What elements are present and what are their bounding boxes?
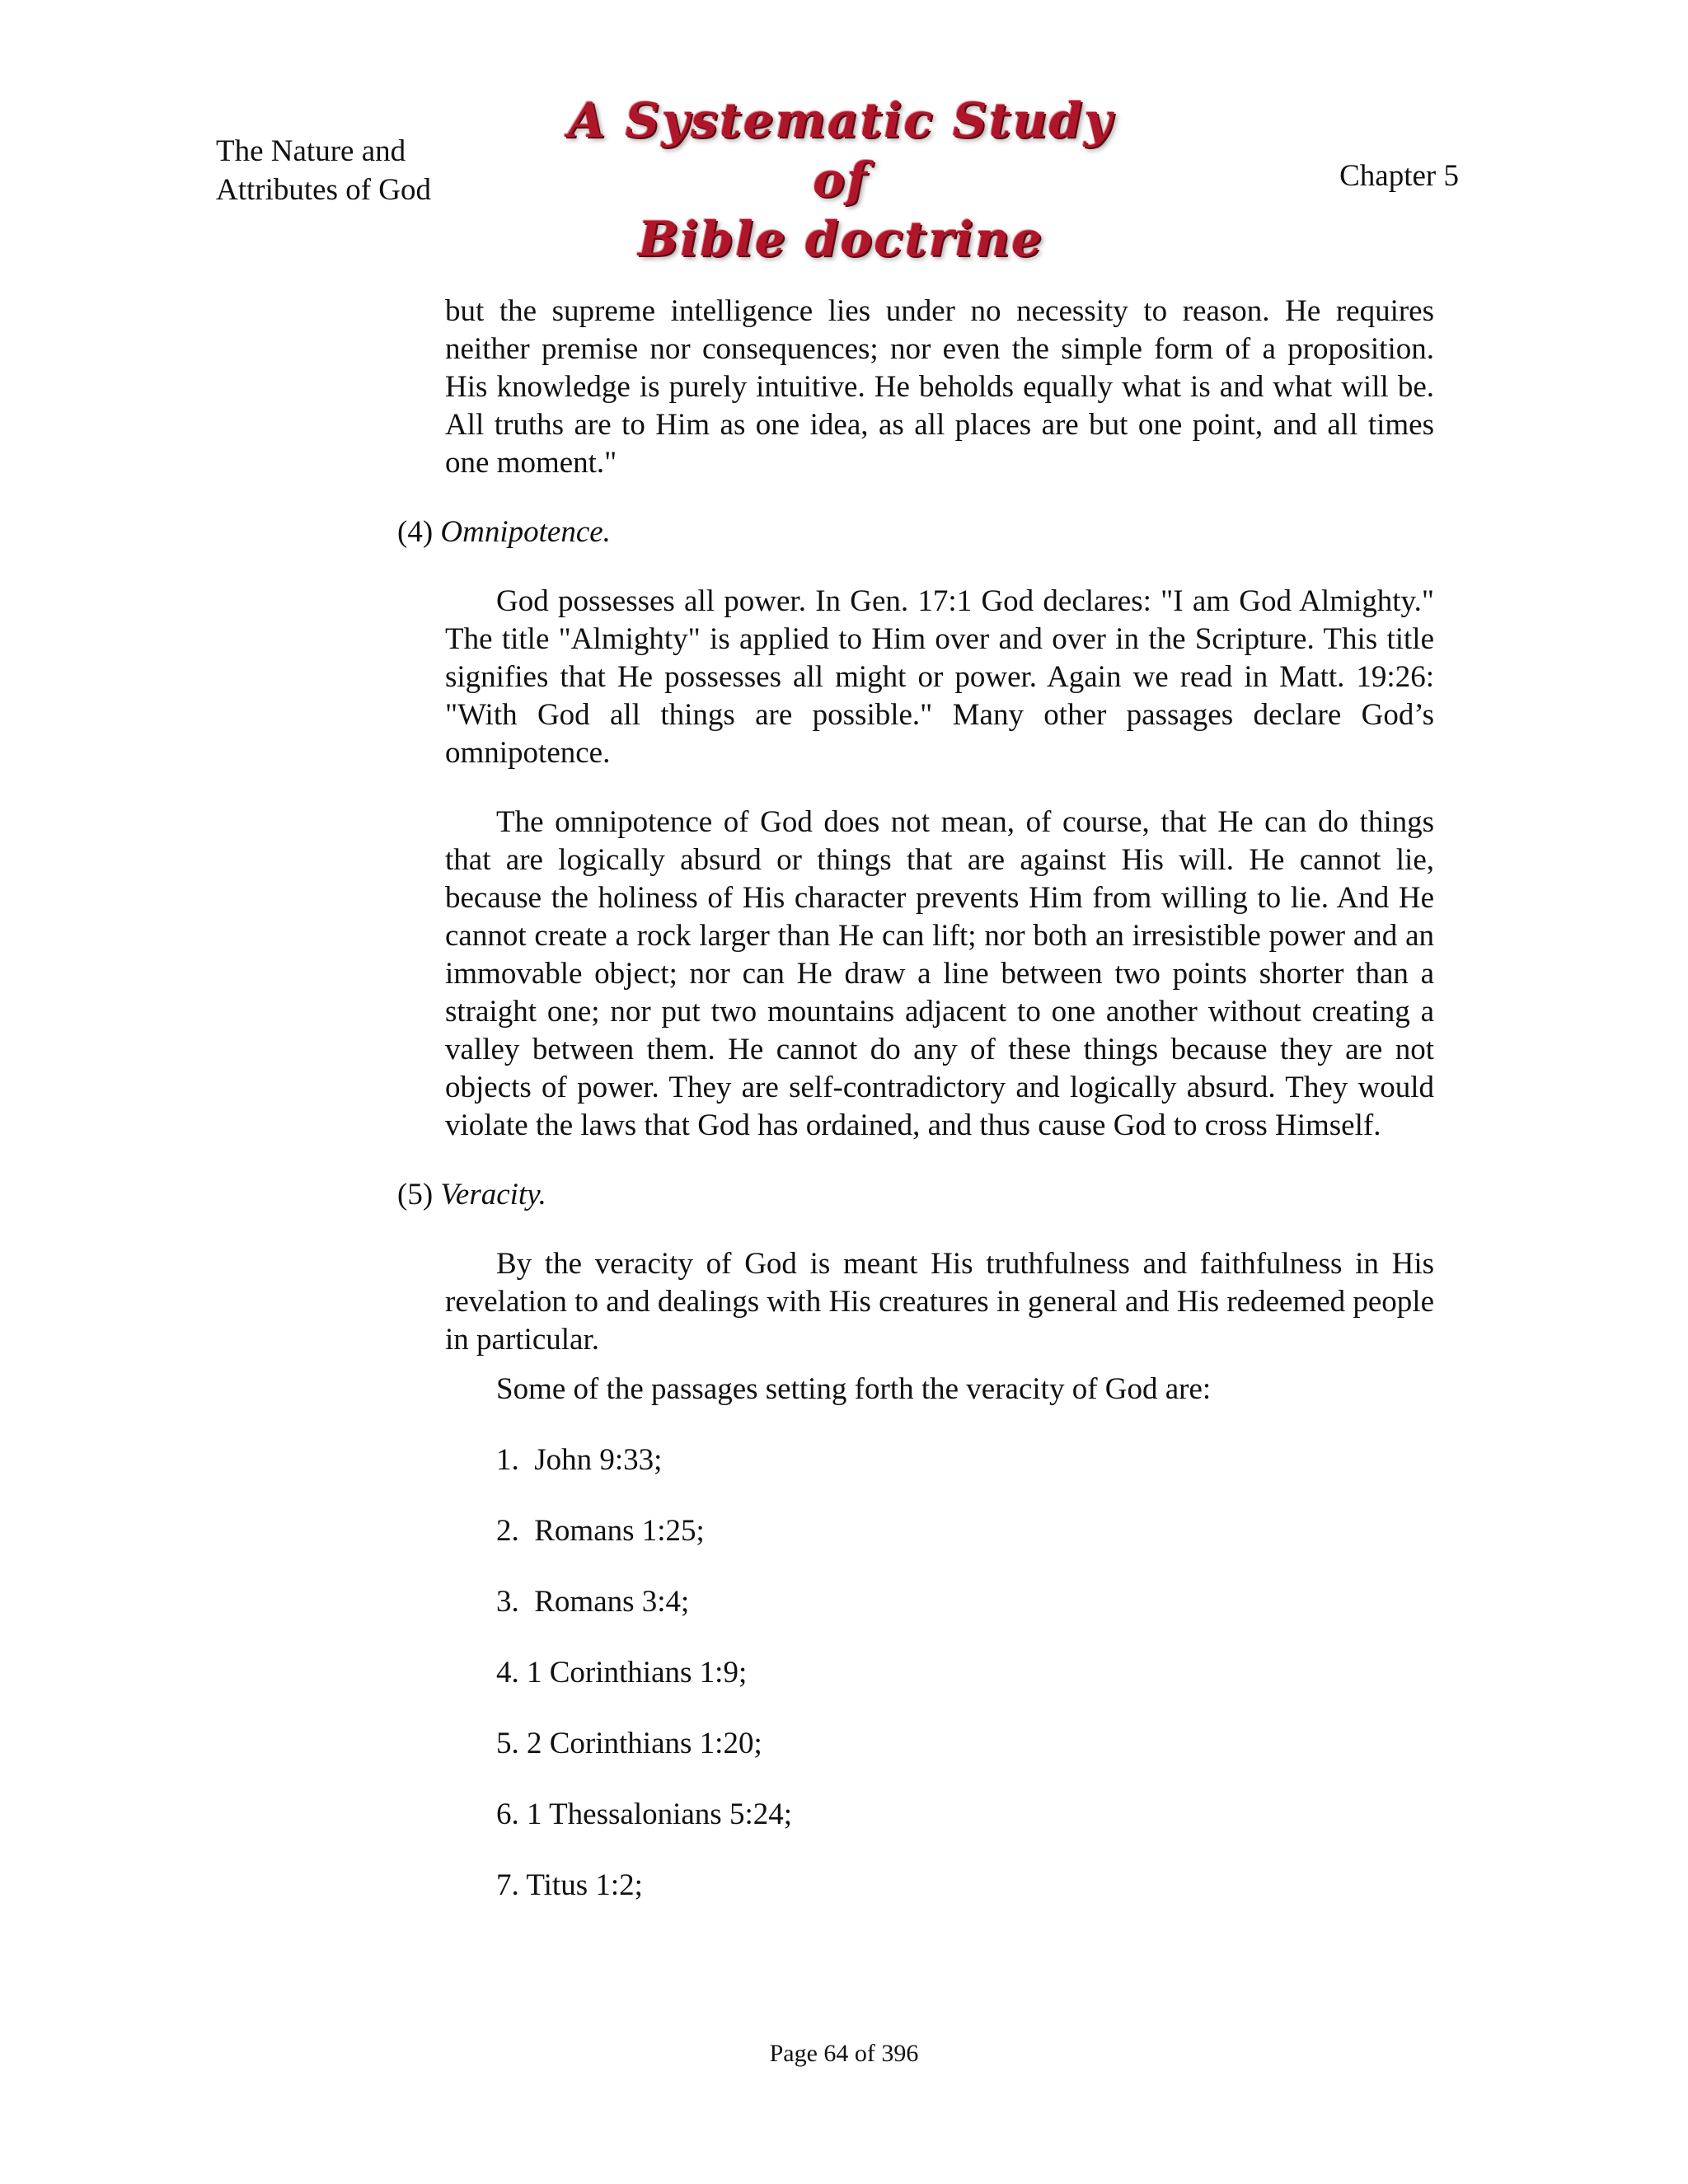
section-number: (4): [397, 515, 434, 549]
section-title: Veracity.: [440, 1178, 546, 1212]
chapter-label: Chapter 5: [1339, 159, 1459, 193]
list-item: 7. Titus 1:2;: [496, 1868, 643, 1902]
section-heading-veracity: [397, 1176, 1386, 1214]
list-item: 5. 2 Corinthians 1:20;: [496, 1727, 762, 1760]
omnipotence-paragraph-2: The omnipotence of God does not mean, of course, that He can do things that are logically absurd or things that are against His will. He cannot lie, because the holiness of His character prevents Him from willing to lie. And He cannot create a rock larger than He can lift; nor both an irresistible power and an immovable object; nor can He draw a line between two points shorter than a straight one; nor put two mountains adjacent to one another without creating a valley between them. He cannot do any of these things because they are not objects of power. They are self-contradictory and logically absurd. They would violate the laws that God has ordained, and thus cause God to cross Himself.: [445, 805, 1434, 1142]
section-heading-omnipotence: [397, 513, 1386, 551]
passage-list: [445, 1441, 1434, 1905]
list-item: 3. Romans 3:4;: [496, 1585, 690, 1619]
header-title-line-2: Attributes of God: [216, 173, 432, 207]
list-item: 6. 1 Thessalonians 5:24;: [496, 1797, 793, 1831]
header-title-line-1: The Nature and: [216, 134, 406, 168]
veracity-paragraph-1: By the veracity of God is meant His truthfulness and faithfulness in His revelation to and dealings with His creatures in general and His redeemed people in particular.: [445, 1247, 1435, 1357]
list-item: 1. John 9:33;: [496, 1443, 663, 1477]
list-item: 4. 1 Corinthians 1:9;: [496, 1656, 748, 1690]
book-title-logo: [536, 91, 1146, 267]
section-number: (5): [397, 1178, 434, 1212]
list-item: 2. Romans 1:25;: [496, 1514, 705, 1548]
section-title: Omnipotence.: [440, 515, 611, 549]
running-header-section-title: [216, 132, 513, 209]
page-body: [397, 293, 1435, 1938]
logo-line-2: Bible doctrine: [638, 211, 1043, 267]
omnipotence-paragraph-1: God possesses all power. In Gen. 17:1 God declares: "I am God Almighty." The title "Almighty" is applied to Him over and over in the Scripture. This title signifies that He possesses all might or power. Again we read in Matt. 19:26: "With God all things are possible." Many other passages declare God’s omnipotence.: [445, 584, 1434, 770]
veracity-paragraph-2: Some of the passages setting forth the veracity of God are:: [496, 1372, 1212, 1406]
page-number: Page 64 of 396: [769, 2040, 919, 2067]
continuation-paragraph: but the supreme intelligence lies under no necessity to reason. He requires neither premise nor consequences; nor even the simple form of a proposition. His knowledge is purely intuitive. He beholds equally what is and what will be. All truths are to Him as one idea, as all places are but one point, and all times one moment.": [445, 294, 1434, 480]
logo-line-1: A Systematic Study of: [568, 92, 1114, 208]
